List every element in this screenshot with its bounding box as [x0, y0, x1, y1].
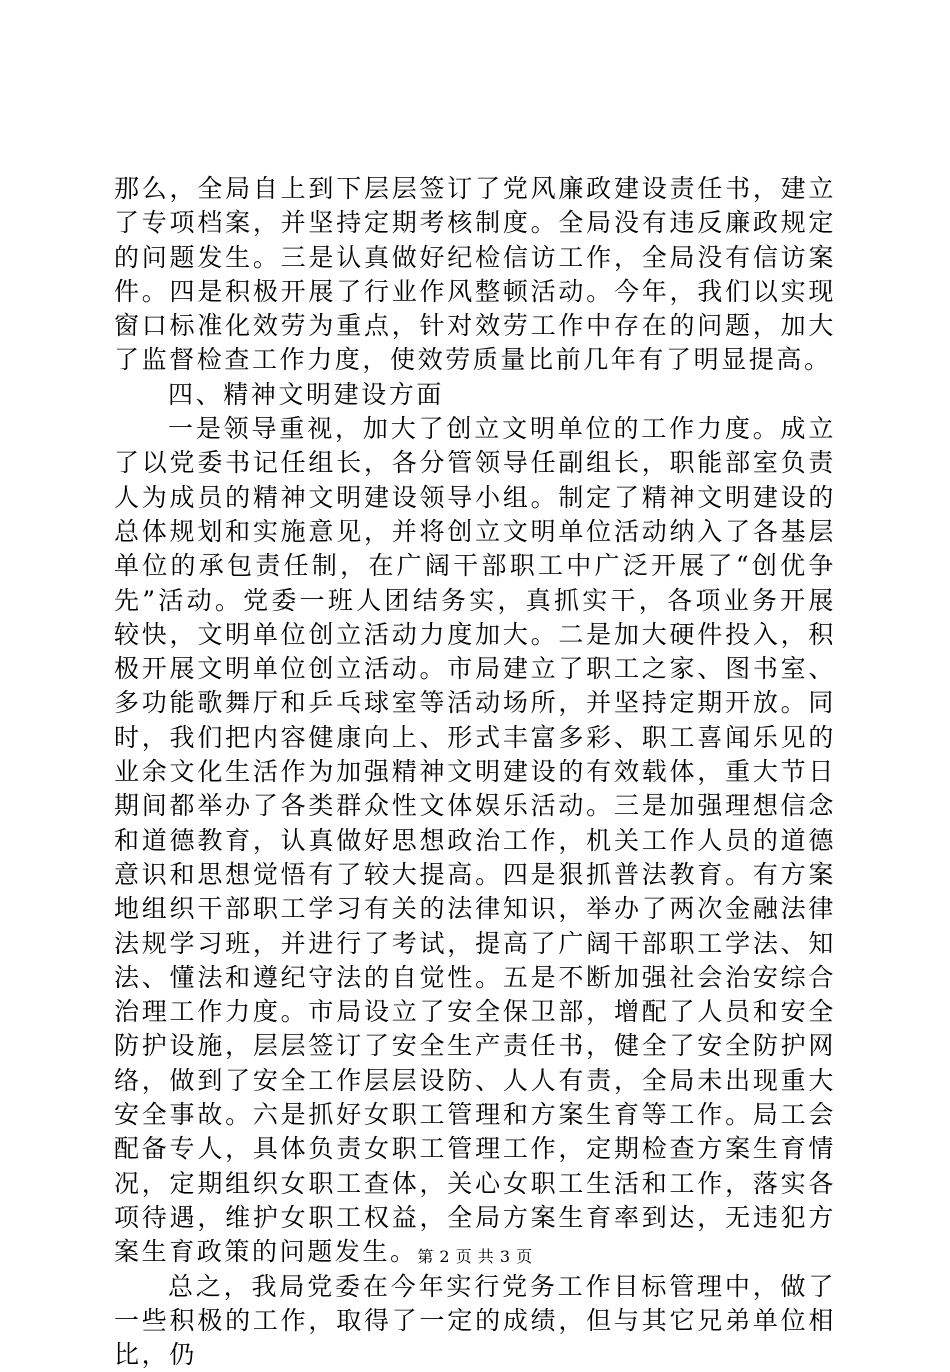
paragraph-2: 一是领导重视，加大了创立文明单位的工作力度。成立了以党委书记任组长，各分管领导任副组长，职能部室负责人为成员的精神文明建设领导小组。制定了精神文明建设的总体规划和实施意见，并将创立文明单位活动纳入了各基层单位的承包责任制，在广阔干部职工中广泛开展了“创优争先”活动。党委一班人团结务实，真抓实干，各项业务开展较快，文明单位创立活动力度加大。二是加大硬件投入，积极开展文明单位创立活动。市局建立了职工之家、图书室、多功能歌舞厅和乒乓球室等活动场所，并坚持定期开放。同时，我们把内容健康向上、形式丰富多彩、职工喜闻乐见的业余文化生活作为加强精神文明建设的有效载体，重大节日期间都举办了各类群众性文体娱乐活动。三是加强理想信念和道德教育，认真做好思想政治工作，机关工作人员的道德意识和思想觉悟有了较大提高。四是狠抓普法教育。有方案地组织干部职工学习有关的法律知识，举办了两次金融法律法规学习班，并进行了考试，提高了广阔干部职工学法、知法、懂法和遵纪守法的自觉性。五是不断加强社会治安综合治理工作力度。市局设立了安全保卫部，增配了人员和安全防护设施，层层签订了安全生产责任书，健全了安全防护网络，做到了安全工作层层设防、人人有责，全局未出现重大安全事故。六是抓好女职工管理和方案生育等工作。局工会配备专人，具体负责女职工管理工作，定期检查方案生育情况，定期组织女职工查体，关心女职工生活和工作，落实各项待遇，维护女职工权益，全局方案生育率到达，无违犯方案生育政策的问题发生。	[114, 412, 836, 1269]
page-footer: 第 2 页 共 3 页	[0, 1244, 950, 1267]
paragraph-1: 那么，全局自上到下层层签订了党风廉政建设责任书，建立了专项档案，并坚持定期考核制度。全局没有违反廉政规定的问题发生。三是认真做好纪检信访工作，全局没有信访案件。四是积极开展了行业作风整顿活动。今年，我们以实现窗口标准化效劳为重点，针对效劳工作中存在的问题，加大了监督检查工作力度，使效劳质量比前几年有了明显提高。	[114, 172, 836, 378]
paragraph-3: 总之，我局党委在今年实行党务工作目标管理中，做了一些积极的工作，取得了一定的成绩，但与其它兄弟单位相比，仍	[114, 1270, 836, 1372]
document-body	[114, 172, 836, 1372]
section-heading: 四、精神文明建设方面	[114, 378, 836, 412]
